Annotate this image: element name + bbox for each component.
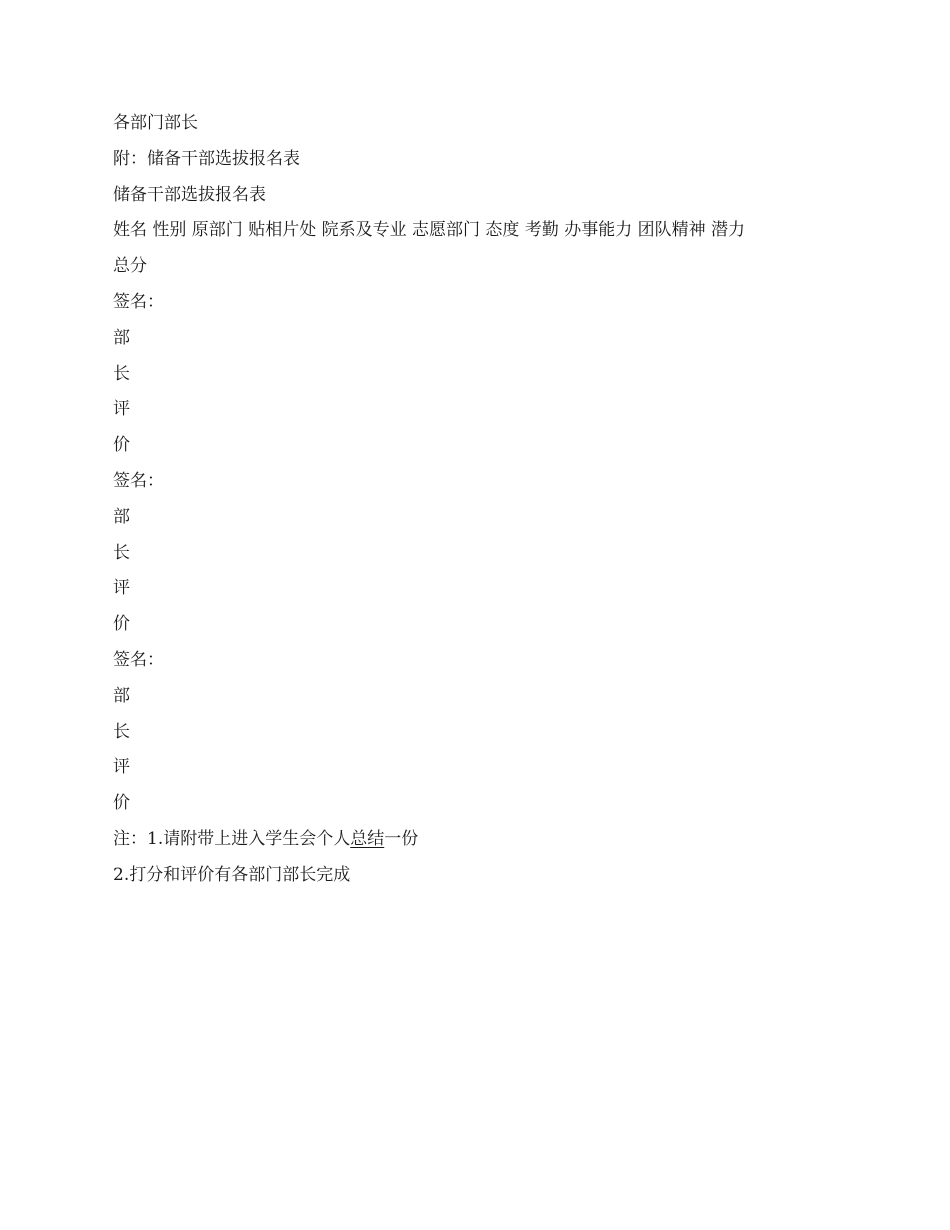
- signature-label: 签名：: [113, 470, 164, 491]
- evaluation-char: 评: [113, 399, 130, 420]
- recipient-line: 各部门部长: [113, 113, 198, 133]
- evaluation-char: 评: [113, 578, 130, 599]
- note-line-2: 2.打分和评价有各部门部长完成: [113, 864, 351, 885]
- evaluation-char: 评: [113, 757, 130, 778]
- form-title: 储备干部选拔报名表: [113, 184, 266, 205]
- note-underlined-text: 总结: [350, 828, 385, 849]
- evaluation-char: 价: [113, 435, 130, 456]
- attachment-line: 附：储备干部选拔报名表: [113, 148, 300, 169]
- evaluation-char: 部: [113, 506, 130, 527]
- evaluation-char: 长: [113, 363, 130, 384]
- evaluation-char: 长: [113, 542, 130, 563]
- note-text: 一份: [384, 828, 419, 849]
- evaluation-char: 价: [113, 793, 130, 814]
- evaluation-char: 部: [113, 327, 130, 348]
- signature-label: 签名：: [113, 291, 164, 312]
- document-page: [113, 106, 873, 894]
- evaluation-char: 长: [113, 721, 130, 742]
- form-header-fields: 姓名 性别 原部门 贴相片处 院系及专业 志愿部门 态度 考勤 办事能力 团队精神 潜力: [113, 220, 746, 241]
- evaluation-char: 部: [113, 685, 130, 706]
- note-text: 注：1.请附带上进入学生会个人: [113, 828, 351, 849]
- evaluation-char: 价: [113, 614, 130, 635]
- note-line-1: [113, 822, 873, 858]
- signature-label: 签名：: [113, 649, 164, 670]
- total-score-label: 总分: [113, 256, 147, 277]
